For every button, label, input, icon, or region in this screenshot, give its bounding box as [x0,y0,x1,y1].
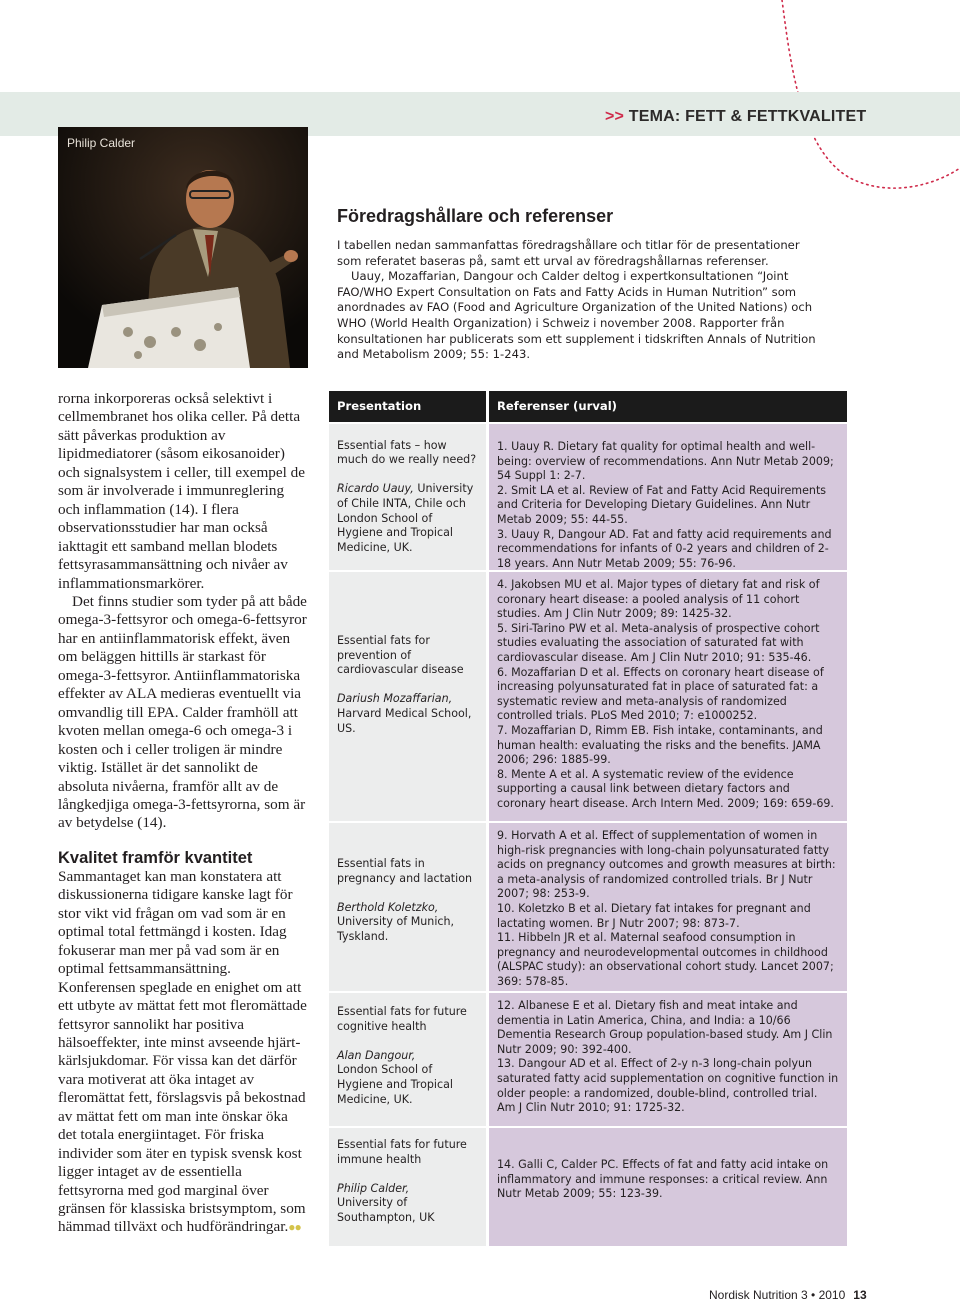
reference-item: 13. Dangour AD et al. Effect of 2-y n-3 long-chain polyun saturated fatty acid supplementation on cognitive function in older people: a randomized, double-blind, controlled trial. Am J Clin Nutr 2010; 91: 1725-32. [497,1057,839,1115]
body-paragraph-1: rorna inkorporeras också selektivt i cellmembranet hos olika celler. På detta sätt påverkas produktion av lipidmediatorer (såsom eikosanoider) och signalsystem i celler, till exempel de som är involverade i immunreglering och inflammation (14). I flera observationsstudier har man också iakttagit ett samband mellan blodets fettsyrasammansättning och nivåer av inflammationsmarkörer. [58,390,305,592]
presentation-title: Essential fats for prevention of cardiovascular disease [337,634,464,677]
presentation-title: Essential fats for future cognitive health [337,1005,467,1033]
presentation-cell [329,572,486,821]
reference-item: 3. Uauy R, Dangour AD. Fat and fatty acid requirements and recommendations for infants of 0-2 years and children of 2-18 years. Ann Nutr Metab 2009; 55: 76-96. [497,527,832,570]
reference-item: 12. Albanese E et al. Dietary fish and meat intake and dementia in Latin America, China, and India: a 10/66 Dementia Research Group population-based study. Am J Clin Nutr 2009; 90: 392-400. [497,999,833,1056]
table-row [329,1126,847,1246]
body-column [58,390,308,1237]
photo-caption: Philip Calder [67,136,136,150]
speaker-affiliation: University of Southampton, UK [337,1196,435,1224]
speaker-name: Philip Calder, [337,1181,410,1195]
table-row [329,821,847,991]
body-subheading: Kvalitet framför kvantitet [58,848,253,867]
reference-item: 11. Hibbeln JR et al. Maternal seafood consumption in pregnancy and neurodevelopmental outcomes in childhood (ALSPAC study): an observational cohort study. Lancet 2007; 369: 578-85. [497,931,834,988]
presentation-cell [329,1128,486,1246]
intro-paragraph-2: Uauy, Mozaffarian, Dangour och Calder deltog i expertkonsultationen “Joint FAO/WHO Expert Consultation on Fats and Fatty Acids in Human Nutrition” som anordnades av FAO (Food and Agriculture Organization of the United Nations) och WHO (World Health Organization) i Schweiz i november 2008. Rapporter från konsultationen har publicerats som ett supplement i tidskriften Annals of Nutrition and Metabolism 2009; 55: 1-243. [337,269,816,362]
reference-item: 4. Jakobsen MU et al. Major types of dietary fat and risk of coronary heart disease: a pooled analysis of 11 cohort studies. Am J Clin Nutr 2009; 89: 1425-32. [497,578,820,621]
table-row [329,570,847,821]
speaker-photo-image [58,127,308,368]
speaker-affiliation: University of Munich, Tyskland. [337,915,455,943]
tema-title: FETT & FETTKVALITET [685,108,867,125]
reference-item: 14. Galli C, Calder PC. Effects of fat and fatty acid intake on inflammatory and immune responses: a critical review. Ann Nutr Metab 2009; 55: 123-39. [497,1158,829,1201]
section-header [605,108,866,126]
reference-item: 10. Koletzko B et al. Dietary fat intakes for pregnant and lactating women. Br J Nutr 2007; 98: 873-7. [497,901,811,930]
box-intro [337,238,817,363]
speaker-name: Berthold Koletzko, [337,900,439,914]
presentation-cell [329,993,486,1126]
reference-item: 8. Mente A et al. A systematic review of the evidence supporting a causal link between dietary factors and coronary heart disease. Arch Intern Med. 2009; 169: 659-69. [497,767,834,810]
reference-item: 7. Mozaffarian D, Rimm EB. Fish intake, contaminants, and human health: evaluating the risks and the benefits. JAMA 2006; 296: 1885-99. [497,723,823,767]
intro-paragraph-1: I tabellen nedan sammanfattas föredragshållare och titlar för de presentationer som referatet baseras på, samt ett urval av föredragshållarnas referenser. [337,238,800,268]
reference-table [329,391,847,1246]
speaker-name: Alan Dangour, [337,1048,416,1062]
speaker-photo [58,127,308,368]
references-cell [486,823,847,991]
presentation-title: Essential fats for future immune health [337,1138,467,1166]
references-cell [486,424,847,570]
presentation-cell [329,424,486,570]
speaker-affiliation: Harvard Medical School, US. [337,706,472,735]
body-paragraph-3-text: Sammantaget kan man konstatera att diskussionerna tidigare kanske lagt för stor vikt vid frågan om vad som är en optimal total fettmängd i kosten. Idag fokuserar man mer på vad som är en optimal fettsammansättning. Konferensen speglade en enighet om att ett utbyte av mättat fett mot fleromättade fettsyror sannolikt har positiva hälsoeffekter, inte minst avseende hjärt-kärlsjukdomar. För vissa kan det därför vara motiverat att öka intaget av fleromättat fett, förslagsvis på bekostnad av mättat fett om man inte önskar öka det totala energiintaget. För friska individer som äter en typisk svensk kost ligger intaget av de essentiella fettsyrorna med god marginal över gränsen för klassiska bristsymptom, som hämmad tillväxt och hudförändringar. [58,867,307,1236]
speaker-affiliation: University of Chile INTA, Chile och London School of Hygiene and Tropical Medicine, UK. [337,482,474,554]
reference-item: 1. Uauy R. Dietary fat quality for optimal health and well-being: overview of recommendations. Ann Nutr Metab 2009; 54 Suppl 1: 2-7. [497,440,834,483]
references-cell [486,1128,847,1246]
page-footer [709,1288,867,1302]
presentation-title: Essential fats in pregnancy and lactation [337,857,473,885]
speaker-name: Ricardo Uauy, [337,482,414,496]
presentation-title: Essential fats – how much do we really need? [337,438,477,467]
reference-item: 2. Smit LA et al. Review of Fat and Fatty Acid Requirements and Criteria for Developing Dietary Guidelines. Ann Nutr Metab 2009; 55: 44-55. [497,483,827,526]
table-row [329,991,847,1126]
reference-item: 6. Mozaffarian D et al. Effects on coronary heart disease of increasing polyunsaturated fat in place of saturated fat: a systematic review and meta-analysis of randomized controlled trials. PLoS Med 2010; 7: e1000252. [497,665,824,723]
table-header [329,391,847,422]
table-row [329,422,847,570]
body-paragraph-3 [58,868,308,1237]
journal-issue: Nordisk Nutrition 3 • 2010 [709,1288,846,1302]
references-cell [486,572,847,821]
arrows-icon: >> [605,108,625,125]
presentation-cell [329,823,486,991]
speaker-affiliation: London School of Hygiene and Tropical Medicine, UK. [337,1063,453,1106]
box-title: Föredragshållare och referenser [337,206,614,226]
column-header-presentation: Presentation [337,399,422,413]
reference-item: 5. Siri-Tarino PW et al. Meta-analysis of prospective cohort studies evaluating the association of saturated fat with cardiovascular disease. Am J Clin Nutr 2010; 91: 535-46. [497,621,820,664]
body-paragraph-2: Det finns studier som tyder på att både omega-3-fettsyror och omega-6-fettsyror har en antiinflammatorisk effekt, även om beläggen hittills är starkast för omega-3-fettsyror. Antiinflammatoriska effekter av ALA medieras eventuellt via omvandlig till EPA. Calder framhöll att kvoten mellan omega-6 och omega-3 i kosten och i celler troligen är mindre viktig. Istället är det sannolikt de absoluta nivåerna, framför allt av de långkedjiga omega-3-fettsyrorna, som är av betydelse (14). [58,592,307,832]
reference-item: 9. Horvath A et al. Effect of supplementation of women in high-risk pregnancies with long-chain polyunsaturated fatty acids on pregnancy outcomes and growth measures at birth: a meta-analysis of randomized controlled trials. Br J Nutr 2007; 98: 253-9. [497,829,836,901]
speaker-name: Dariush Mozaffarian, [337,692,453,706]
page-number: 13 [853,1288,867,1302]
references-cell [486,993,847,1126]
tema-label: TEMA: [628,108,681,125]
end-mark-icon: ●● [288,1220,301,1235]
column-header-references: Referenser (urval) [486,391,847,422]
